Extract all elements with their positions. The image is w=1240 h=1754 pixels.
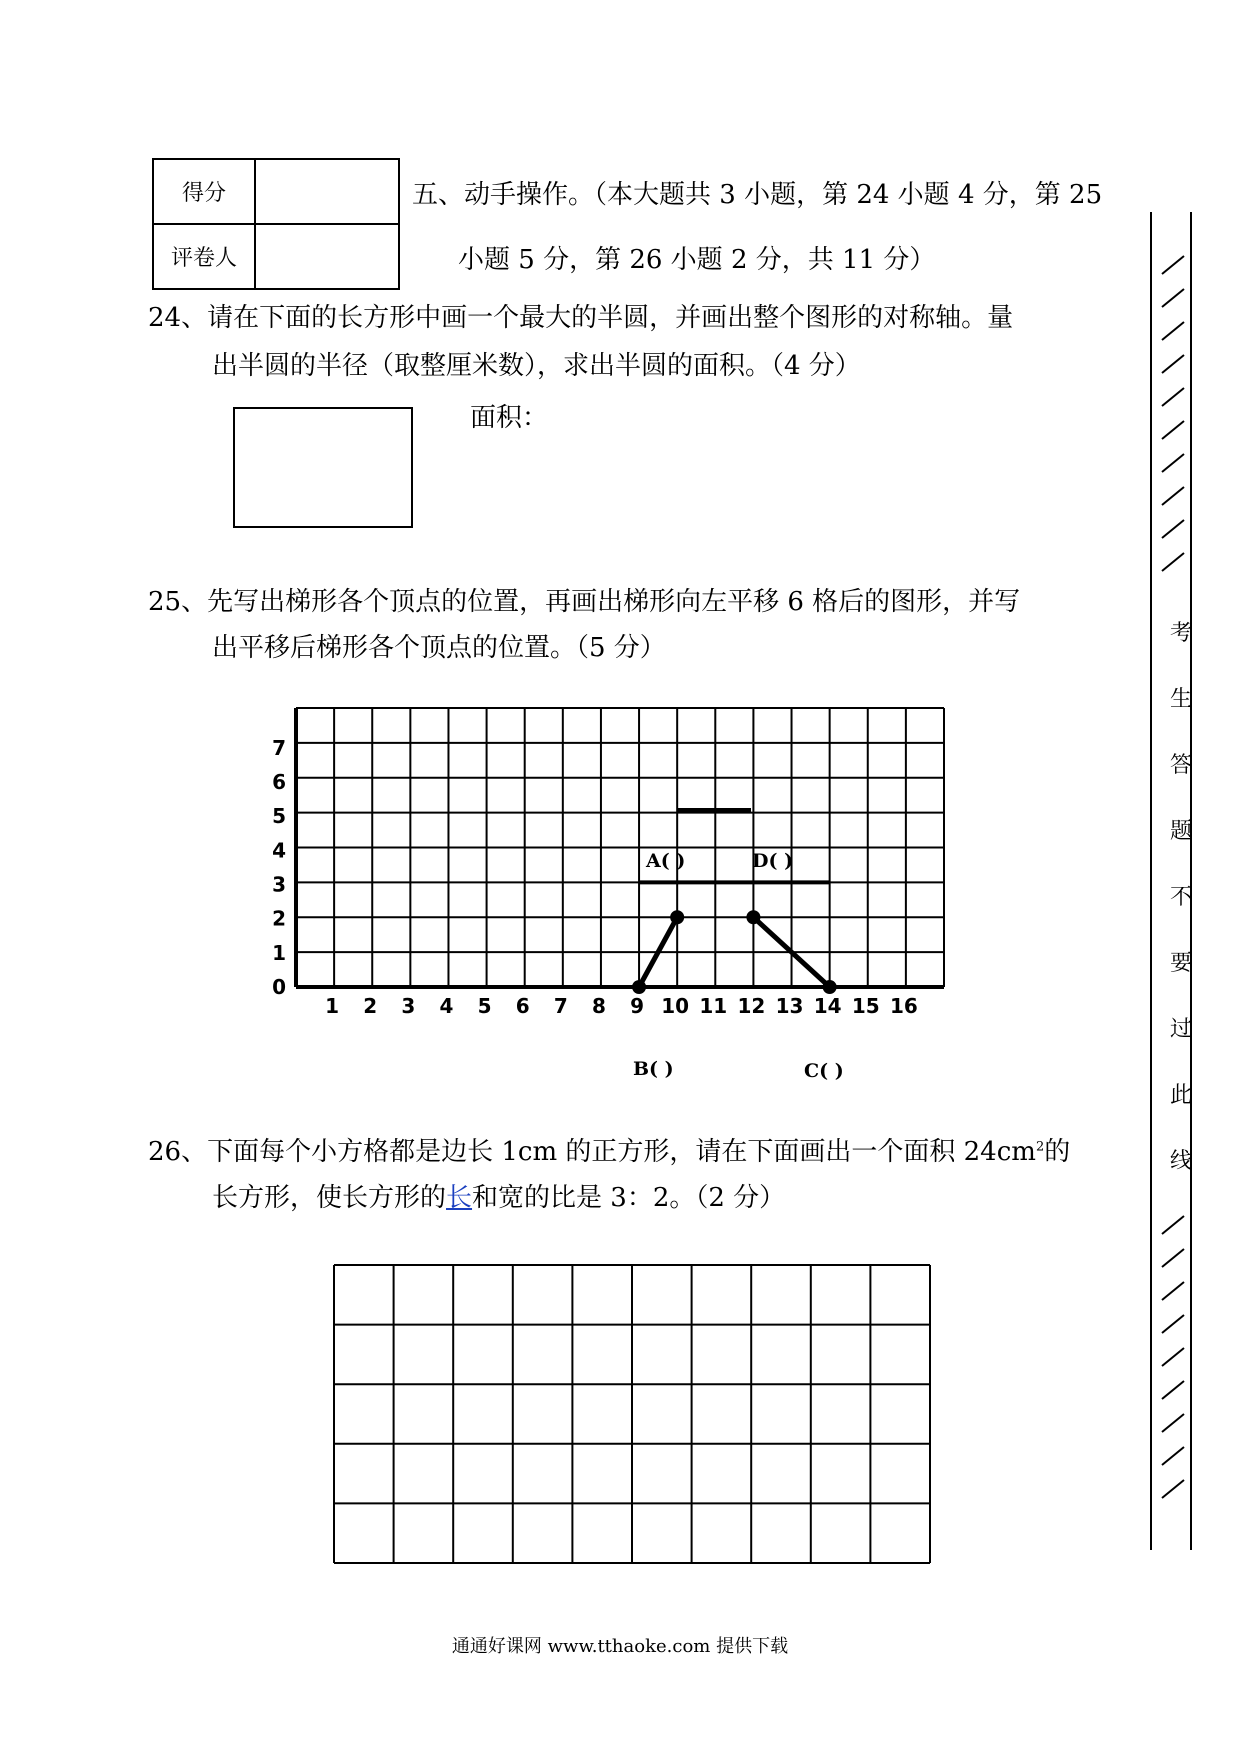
slash-mark xyxy=(1162,487,1184,505)
section-title-line2: 小题 5 分，第 26 小题 2 分，共 11 分） xyxy=(458,245,936,275)
slash-mark xyxy=(1162,1216,1184,1234)
x-tick-label: 2 xyxy=(363,994,378,1018)
q26-line2-tail: 和宽的比是 3：2。（2 分） xyxy=(472,1183,786,1213)
x-tick-label: 5 xyxy=(477,994,492,1018)
q25-text-line2: 出平移后梯形各个顶点的位置。（5 分） xyxy=(212,633,666,663)
sidebar-char: 此 xyxy=(1169,1083,1192,1108)
slash-mark xyxy=(1162,1480,1184,1498)
y-tick-label: 2 xyxy=(272,906,286,931)
y-tick-label: 1 xyxy=(272,940,286,965)
q26-grid-lines xyxy=(334,1265,930,1563)
x-tick-label: 15 xyxy=(851,994,880,1018)
q24-area-label: 面积： xyxy=(470,403,549,433)
slash-mark xyxy=(1162,553,1184,571)
grader-label: 评卷人 xyxy=(153,224,255,289)
score-label: 得分 xyxy=(153,159,255,224)
x-tick-label: 3 xyxy=(401,994,416,1018)
q25-label-a: A( ) xyxy=(646,850,686,872)
q26-text-line1 xyxy=(148,1132,1070,1172)
q26-line1-main: 26、下面每个小方格都是边长 1cm 的正方形，请在下面画出一个面积 24cm xyxy=(148,1137,1036,1167)
x-tick-label: 11 xyxy=(699,994,728,1018)
q24-text-line2: 出半圆的半径（取整厘米数），求出半圆的面积。（4 分） xyxy=(212,351,861,381)
slash-mark xyxy=(1162,355,1184,373)
sidebar-char: 要 xyxy=(1169,951,1192,976)
vertex-dot xyxy=(670,910,684,924)
section-title-line1: 五、动手操作。（本大题共 3 小题，第 24 小题 4 分，第 25 xyxy=(412,180,1103,210)
sidebar-char: 不 xyxy=(1169,885,1192,910)
sidebar-line-left xyxy=(1150,212,1152,1550)
sidebar-char: 考 xyxy=(1169,621,1192,646)
slash-mark xyxy=(1162,322,1184,340)
x-tick-label: 14 xyxy=(813,994,842,1018)
slash-mark xyxy=(1162,289,1184,307)
x-tick-label: 16 xyxy=(889,994,918,1018)
q26-link-chang[interactable]: 长 xyxy=(446,1183,473,1213)
x-tick-label: 1 xyxy=(325,994,340,1018)
y-tick-label: 5 xyxy=(272,804,286,829)
q26-superscript: 2 xyxy=(1035,1139,1045,1155)
sidebar-char: 过 xyxy=(1169,1017,1192,1042)
y-tick-label: 3 xyxy=(272,872,286,897)
slash-mark xyxy=(1162,1282,1184,1300)
x-tick-label: 10 xyxy=(661,994,690,1018)
footer-credit: 通通好课网 www.tthaoke.com 提供下载 xyxy=(451,1636,789,1657)
x-tick-label: 9 xyxy=(630,994,645,1018)
q24-text-line1: 24、请在下面的长方形中画一个最大的半圆，并画出整个图形的对称轴。量 xyxy=(148,303,1014,333)
x-tick-label: 4 xyxy=(439,994,454,1018)
x-tick-label: 13 xyxy=(775,994,804,1018)
q25-text-line1: 25、先写出梯形各个顶点的位置，再画出梯形向左平移 6 格后的图形，并写 xyxy=(148,587,1021,617)
x-tick-label: 7 xyxy=(553,994,568,1018)
q25-trapezoid xyxy=(632,810,837,994)
sidebar-char: 答 xyxy=(1169,753,1192,778)
slash-mark xyxy=(1162,1348,1184,1366)
x-tick-label: 8 xyxy=(591,994,606,1018)
x-tick-label: 12 xyxy=(737,994,766,1018)
q25-label-c: C( ) xyxy=(804,1060,844,1082)
slash-mark xyxy=(1162,388,1184,406)
vertex-dot xyxy=(632,980,646,994)
slash-mark xyxy=(1162,1249,1184,1267)
slash-mark xyxy=(1162,1447,1184,1465)
y-tick-label: 7 xyxy=(272,735,286,760)
y-tick-label: 4 xyxy=(272,838,286,863)
q25-label-d: D( ) xyxy=(752,850,794,872)
y-tick-label: 0 xyxy=(272,975,286,999)
slash-mark xyxy=(1162,421,1184,439)
x-tick-label: 6 xyxy=(515,994,530,1018)
q25-grid-lines xyxy=(296,708,944,987)
y-tick-label: 6 xyxy=(272,769,286,794)
sidebar-char: 线 xyxy=(1169,1149,1192,1174)
slash-mark xyxy=(1162,1381,1184,1399)
sidebar-char: 生 xyxy=(1169,687,1192,712)
vertex-dot xyxy=(823,980,837,994)
q26-line1-tail: 的 xyxy=(1044,1137,1071,1167)
slash-mark xyxy=(1162,520,1184,538)
slash-mark xyxy=(1162,454,1184,472)
slash-mark xyxy=(1162,1315,1184,1333)
q25-label-b: B( ) xyxy=(633,1058,674,1080)
slash-mark xyxy=(1162,256,1184,274)
slash-mark xyxy=(1162,1414,1184,1432)
q26-line2-main: 长方形，使长方形的 xyxy=(212,1183,447,1213)
sidebar-char: 题 xyxy=(1169,819,1192,844)
vertex-dot xyxy=(746,910,760,924)
q26-text-line2 xyxy=(212,1178,785,1218)
